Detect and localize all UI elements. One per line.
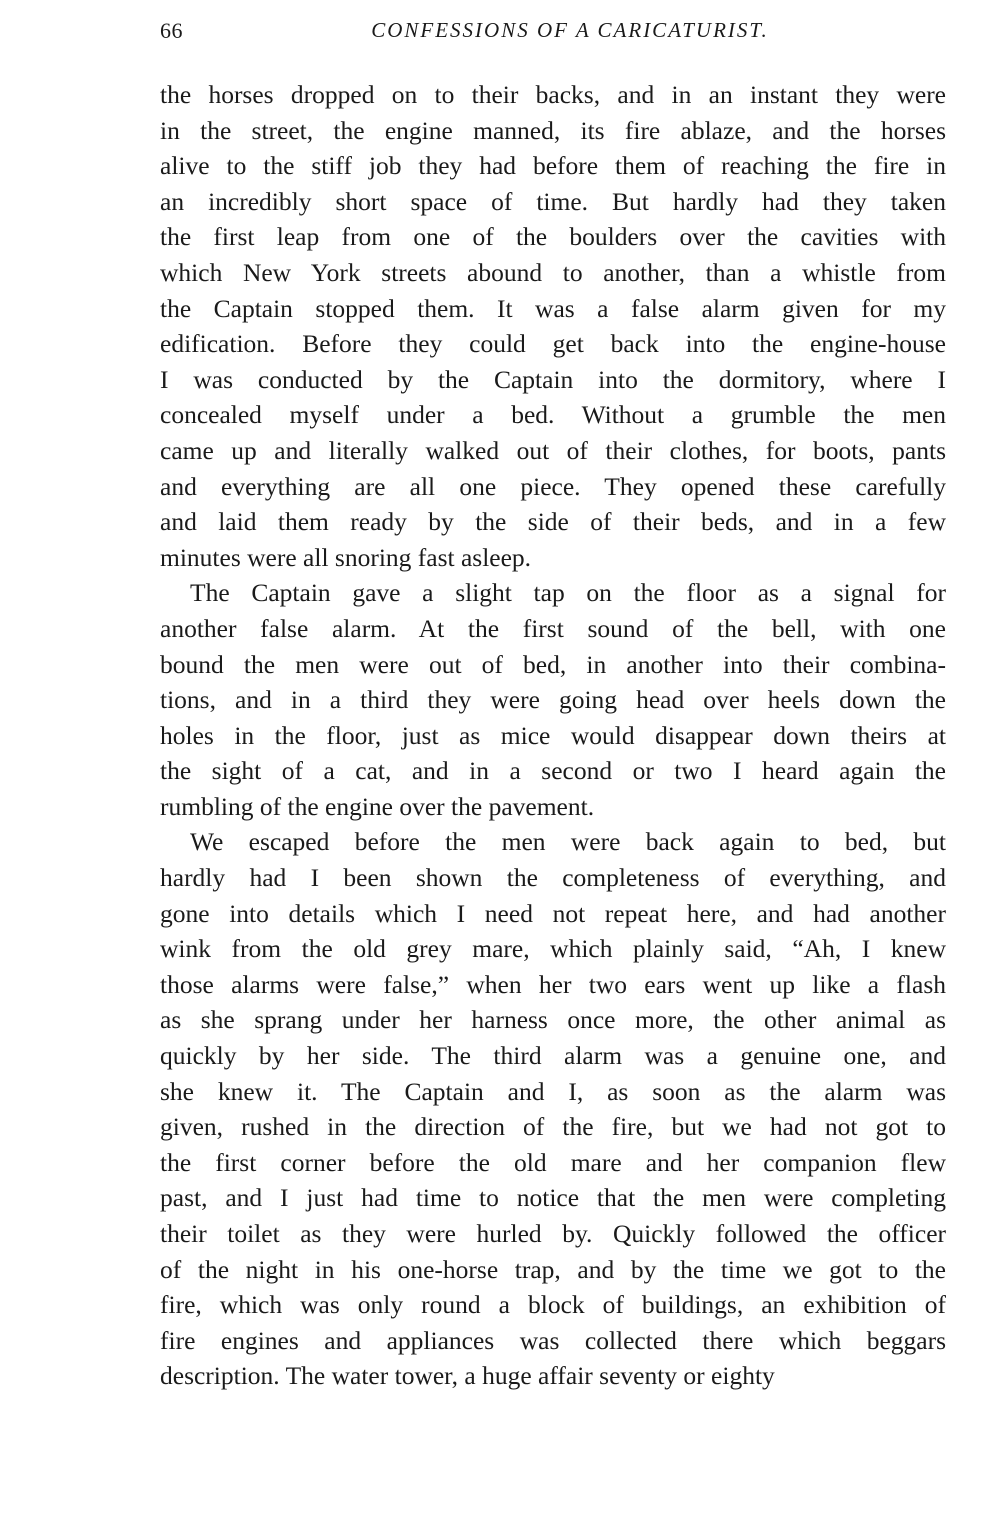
text-line: We escaped before the men were back again to bed, but: [190, 827, 946, 857]
text-line: of the night in his one-horse trap, and by the time we got to the: [160, 1254, 946, 1284]
page-number: 66: [160, 18, 183, 43]
paragraph: [160, 77, 946, 575]
text-line: and laid them ready by the side of their beds, and in a few: [160, 507, 946, 537]
text-line: those alarms were false,” when her two ears went up like a flash: [160, 969, 946, 999]
text-line: as she sprang under her harness once more, the other animal as: [160, 1005, 946, 1035]
paragraph: [160, 824, 946, 1394]
text-line: quickly by her side. The third alarm was a genuine one, and: [160, 1041, 946, 1071]
text-line: I was conducted by the Captain into the dormitory, where I: [160, 364, 946, 394]
text-line: fire engines and appliances was collected there which beggars: [160, 1325, 946, 1355]
text-line: the Captain stopped them. It was a false alarm given for my: [160, 293, 946, 323]
running-head: CONFESSIONS OF A CARICATURIST.: [371, 18, 769, 42]
text-line: the sight of a cat, and in a second or two I heard again the: [160, 756, 946, 786]
text-line: concealed myself under a bed. Without a grumble the men: [160, 400, 946, 430]
text-line: given, rushed in the direction of the fire, but we had not got to: [160, 1112, 946, 1142]
text-line: the horses dropped on to their backs, and in an instant they were: [160, 80, 946, 109]
text-line: their toilet as they were hurled by. Quickly followed the officer: [160, 1219, 946, 1248]
text-line: another false alarm. At the first sound of the bell, with one: [160, 613, 946, 643]
text-line: tions, and in a third they were going head over heels down the: [160, 685, 946, 715]
text-line: fire, which was only round a block of buildings, an exhibition of: [160, 1290, 946, 1320]
text-line: wink from the old grey mare, which plainly said, “Ah, I knew: [160, 934, 946, 964]
text-line: and everything are all one piece. They opened these carefully: [160, 471, 946, 501]
text-line: description. The water tower, a huge affair seventy or eighty: [160, 1361, 775, 1391]
text-line: she knew it. The Captain and I, as soon as the alarm was: [160, 1076, 946, 1106]
text-line: the first corner before the old mare and her companion flew: [160, 1147, 946, 1177]
text-line: minutes were all snoring fast asleep.: [160, 542, 532, 572]
text-line: gone into details which I need not repeat here, and had another: [160, 898, 946, 928]
text-line: bound the men were out of bed, in another into their combina-: [160, 649, 946, 679]
text-line: holes in the floor, just as mice would disappear down theirs at: [160, 720, 946, 750]
text-line: which New York streets abound to another, than a whistle from: [160, 257, 946, 287]
text-line: an incredibly short space of time. But hardly had they taken: [160, 186, 946, 216]
body-text: [160, 77, 946, 1394]
text-line: came up and literally walked out of their clothes, for boots, pants: [160, 435, 946, 465]
paragraph: [160, 575, 946, 824]
text-line: alive to the stiff job they had before them of reaching the fire in: [160, 151, 946, 181]
text-line: edification. Before they could get back into the engine-house: [160, 329, 946, 359]
text-line: past, and I just had time to notice that the men were completing: [160, 1183, 946, 1213]
text-line: rumbling of the engine over the pavement.: [160, 791, 595, 821]
text-line: hardly had I been shown the completeness of everything, and: [160, 863, 946, 893]
text-line: in the street, the engine manned, its fire ablaze, and the horses: [160, 115, 946, 145]
text-line: The Captain gave a slight tap on the floor as a signal for: [190, 578, 946, 608]
text-line: the first leap from one of the boulders over the cavities with: [160, 222, 946, 252]
page-header: [160, 18, 946, 58]
